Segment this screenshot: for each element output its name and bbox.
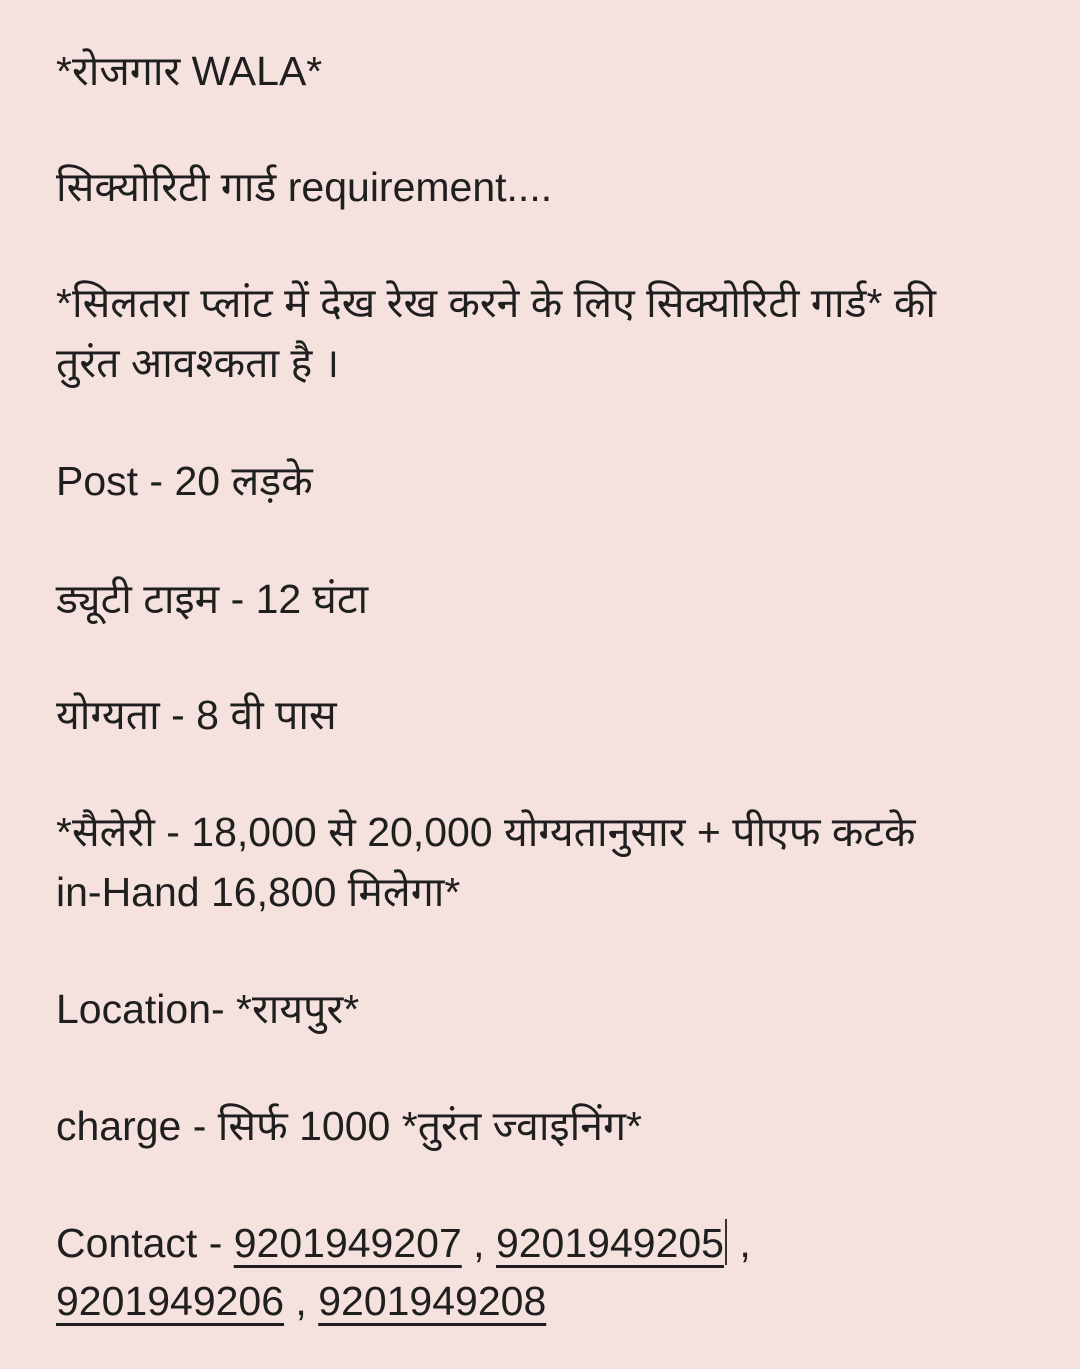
separator: , [284,1278,319,1324]
contact-label: Contact - [56,1220,234,1266]
contact-line-1 [56,1214,751,1272]
qualification: योग्यता - 8 वी पास [56,692,337,738]
phone-link[interactable]: 9201949207 [233,1220,462,1266]
separator: , [461,1220,496,1266]
salary-line-1: *सैलेरी - 18,000 से 20,000 योग्यतानुसार + पीएफ कटके [56,809,916,855]
phone-link[interactable]: 9201949206 [56,1278,285,1324]
location: Location- *रायपुर* [56,986,360,1032]
phone-link[interactable]: 9201949208 [318,1278,547,1324]
contact-line-2 [56,1272,546,1330]
text-cursor [725,1219,727,1265]
separator: , [727,1220,751,1266]
post-count: Post - 20 लड़के [56,458,313,504]
duty-time: ड्यूटी टाइम - 12 घंटा [56,576,369,622]
intro-line-1: *सिलतरा प्लांट में देख रेख करने के लिए सिक्योरिटी गार्ड* की [56,280,936,326]
charge: charge - सिर्फ 1000 *तुरंत ज्वाइनिंग* [56,1103,643,1149]
intro-line-2: तुरंत आवश्कता है । [56,340,340,386]
salary-line-2: in-Hand 16,800 मिलेगा* [56,869,461,915]
phone-link[interactable]: 9201949205 [495,1220,724,1266]
subtitle: सिक्योरिटी गार्ड requirement.... [56,164,553,210]
title: *रोजगार WALA* [56,48,323,94]
